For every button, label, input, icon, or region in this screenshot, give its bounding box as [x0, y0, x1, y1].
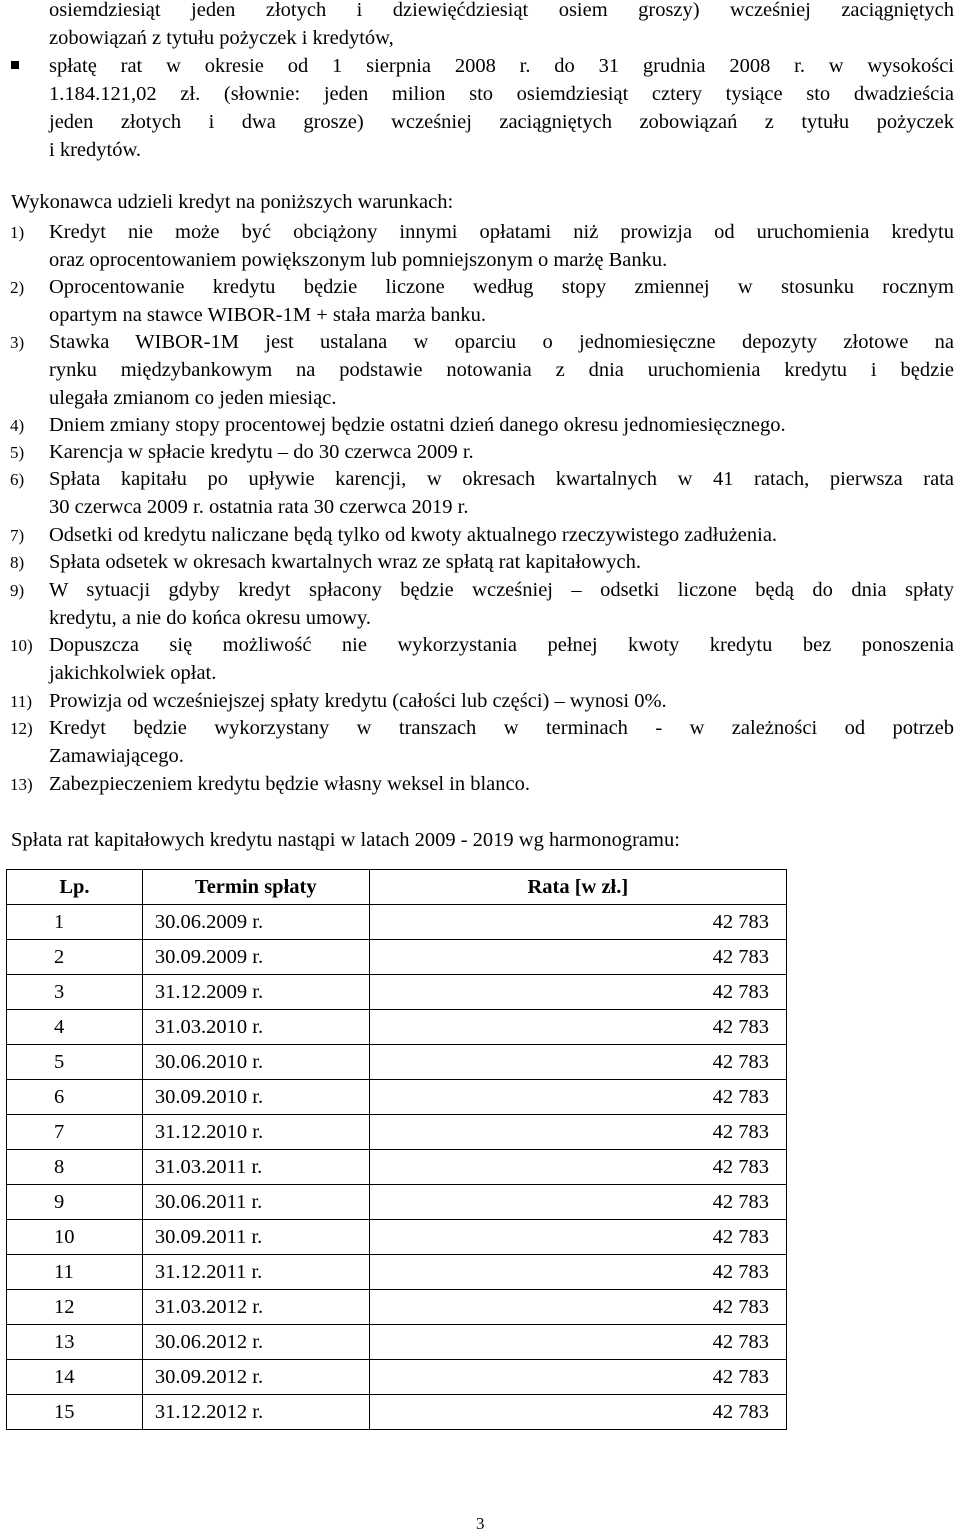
- installment-amount-cell: 42 783: [369, 1080, 786, 1115]
- table-header-row: [7, 870, 787, 905]
- schedule-table: [6, 869, 787, 1430]
- payment-date-cell: 30.06.2011 r.: [142, 1185, 369, 1220]
- payment-date-cell: 31.03.2011 r.: [142, 1150, 369, 1185]
- payment-date-cell: 30.06.2010 r.: [142, 1045, 369, 1080]
- table-row: [7, 905, 787, 940]
- list-item-text: oraz oprocentowaniem powiększonym lub pomniejszonym o marżę Banku.: [49, 249, 668, 271]
- list-item-text: Dniem zmiany stopy procentowej będzie ostatni dzień danego okresu jednomiesięcznego.: [49, 414, 786, 436]
- table-row: [7, 1395, 787, 1430]
- row-number-cell: 4: [7, 1010, 143, 1045]
- list-item-text: Kredyt nie może być obciążony innymi opłatami niż prowizja od uruchomienia kredytu: [49, 221, 954, 243]
- row-number-cell: 2: [7, 940, 143, 975]
- installment-amount-cell: 42 783: [369, 905, 786, 940]
- installment-amount-cell: 42 783: [369, 940, 786, 975]
- table-row: [7, 1080, 787, 1115]
- payment-date-cell: 30.09.2012 r.: [142, 1360, 369, 1395]
- list-item-text: Prowizja od wcześniejszej spłaty kredytu (całości lub części) – wynosi 0%.: [49, 690, 667, 712]
- conditions-heading: Wykonawca udzieli kredyt na poniższych warunkach:: [11, 191, 454, 213]
- list-item-text: Stawka WIBOR-1M jest ustalana w oparciu o jednomiesięczne depozyty złotowe na: [49, 331, 954, 353]
- payment-date-cell: 31.12.2011 r.: [142, 1255, 369, 1290]
- list-item-text: Oprocentowanie kredytu będzie liczone według stopy zmiennej w stosunku rocznym: [49, 276, 954, 298]
- intro-line: i kredytów.: [49, 139, 142, 161]
- payment-date-cell: 31.12.2010 r.: [142, 1115, 369, 1150]
- payment-date-cell: 31.03.2012 r.: [142, 1290, 369, 1325]
- table-row: [7, 1255, 787, 1290]
- square-bullet-icon: [11, 61, 19, 69]
- row-number-cell: 8: [7, 1150, 143, 1185]
- intro-line: zobowiązań z tytułu pożyczek i kredytów,: [49, 27, 394, 49]
- table-row: [7, 1150, 787, 1185]
- row-number-cell: 5: [7, 1045, 143, 1080]
- payment-date-cell: 31.12.2012 r.: [142, 1395, 369, 1430]
- list-item-text: kredytu, a nie do końca okresu umowy.: [49, 607, 372, 629]
- installment-amount-cell: 42 783: [369, 1220, 786, 1255]
- list-item-text: Dopuszcza się możliwość nie wykorzystania pełnej kwoty kredytu bez ponoszenia: [49, 634, 954, 656]
- list-item-number: 13): [10, 775, 33, 794]
- payment-date-cell: 31.12.2009 r.: [142, 975, 369, 1010]
- table-row: [7, 1185, 787, 1220]
- list-item-text: Spłata odsetek w okresach kwartalnych wraz ze spłatą rat kapitałowych.: [49, 551, 641, 573]
- installment-amount-cell: 42 783: [369, 1115, 786, 1150]
- intro-line: jeden złotych i dwa grosze) wcześniej zaciągniętych zobowiązań z tytułu pożyczek: [49, 111, 954, 133]
- row-number-cell: 3: [7, 975, 143, 1010]
- installment-amount-cell: 42 783: [369, 1045, 786, 1080]
- row-number-cell: 7: [7, 1115, 143, 1150]
- list-item-number: 10): [10, 636, 33, 655]
- installment-amount-cell: 42 783: [369, 975, 786, 1010]
- table-row: [7, 1010, 787, 1045]
- list-item-number: 8): [10, 553, 25, 572]
- list-item-number: 3): [10, 333, 25, 352]
- table-row: [7, 1045, 787, 1080]
- intro-line: 1.184.121,02 zł. (słownie: jeden milion sto osiemdziesiąt cztery tysiące sto dwadzieścia: [49, 83, 954, 105]
- list-item-number: 5): [10, 443, 25, 462]
- list-item-text: ulegała zmianom co jeden miesiąc.: [49, 387, 337, 409]
- list-item-text: W sytuacji gdyby kredyt spłacony będzie wcześniej – odsetki liczone będą do dnia spłaty: [49, 579, 954, 601]
- row-number-cell: 10: [7, 1220, 143, 1255]
- table-row: [7, 1115, 787, 1150]
- list-item-text: Odsetki od kredytu naliczane będą tylko od kwoty aktualnego rzeczywistego zadłużenia.: [49, 524, 778, 546]
- intro-line: spłatę rat w okresie od 1 sierpnia 2008 r. do 31 grudnia 2008 r. w wysokości: [49, 55, 954, 77]
- row-number-cell: 11: [7, 1255, 143, 1290]
- intro-line: osiemdziesiąt jeden złotych i dziewięćdziesiąt osiem groszy) wcześniej zaciągniętych: [49, 0, 954, 21]
- list-item-text: rynku międzybankowym na podstawie notowania z dnia uruchomienia kredytu i będzie: [49, 359, 954, 381]
- list-item-text: Karencja w spłacie kredytu – do 30 czerwca 2009 r.: [49, 441, 474, 463]
- installment-amount-cell: 42 783: [369, 1395, 786, 1430]
- list-item-text: Zamawiającego.: [49, 745, 184, 767]
- installment-amount-cell: 42 783: [369, 1255, 786, 1290]
- schedule-heading: Spłata rat kapitałowych kredytu nastąpi w latach 2009 - 2019 wg harmonogramu:: [11, 829, 680, 851]
- list-item-text: Kredyt będzie wykorzystany w transzach w terminach - w zależności od potrzeb: [49, 717, 954, 739]
- table-row: [7, 1290, 787, 1325]
- list-item-text: opartym na stawce WIBOR-1M + stała marża banku.: [49, 304, 486, 326]
- table-row: [7, 1360, 787, 1395]
- row-number-cell: 13: [7, 1325, 143, 1360]
- installment-amount-cell: 42 783: [369, 1325, 786, 1360]
- list-item-number: 12): [10, 719, 33, 738]
- installment-amount-cell: 42 783: [369, 1360, 786, 1395]
- table-row: [7, 940, 787, 975]
- row-number-cell: 9: [7, 1185, 143, 1220]
- payment-date-cell: 30.06.2012 r.: [142, 1325, 369, 1360]
- list-item-number: 9): [10, 581, 25, 600]
- list-item-number: 4): [10, 416, 25, 435]
- list-item-number: 7): [10, 526, 25, 545]
- payment-date-cell: 30.09.2009 r.: [142, 940, 369, 975]
- column-header-date: Termin spłaty: [142, 870, 369, 905]
- list-item-number: 6): [10, 470, 25, 489]
- table-row: [7, 1220, 787, 1255]
- list-item-number: 11): [10, 692, 33, 711]
- list-item-text: Spłata kapitału po upływie karencji, w okresach kwartalnych w 41 ratach, pierwsza rata: [49, 468, 954, 490]
- payment-date-cell: 30.06.2009 r.: [142, 905, 369, 940]
- installment-amount-cell: 42 783: [369, 1185, 786, 1220]
- row-number-cell: 14: [7, 1360, 143, 1395]
- payment-date-cell: 30.09.2010 r.: [142, 1080, 369, 1115]
- installment-amount-cell: 42 783: [369, 1010, 786, 1045]
- table-row: [7, 975, 787, 1010]
- column-header-rate: Rata [w zł.]: [369, 870, 786, 905]
- list-item-number: 1): [10, 223, 25, 242]
- page-number: 3: [476, 1514, 485, 1533]
- row-number-cell: 1: [7, 905, 143, 940]
- table-row: [7, 1325, 787, 1360]
- row-number-cell: 15: [7, 1395, 143, 1430]
- payment-date-cell: 30.09.2011 r.: [142, 1220, 369, 1255]
- list-item-number: 2): [10, 278, 25, 297]
- payment-date-cell: 31.03.2010 r.: [142, 1010, 369, 1045]
- list-item-text: 30 czerwca 2009 r. ostatnia rata 30 czerwca 2019 r.: [49, 496, 469, 518]
- row-number-cell: 12: [7, 1290, 143, 1325]
- row-number-cell: 6: [7, 1080, 143, 1115]
- column-header-lp: Lp.: [7, 870, 143, 905]
- list-item-text: jakichkolwiek opłat.: [49, 662, 217, 684]
- installment-amount-cell: 42 783: [369, 1150, 786, 1185]
- schedule-table-body: [7, 905, 787, 1430]
- list-item-text: Zabezpieczeniem kredytu będzie własny weksel in blanco.: [49, 773, 530, 795]
- installment-amount-cell: 42 783: [369, 1290, 786, 1325]
